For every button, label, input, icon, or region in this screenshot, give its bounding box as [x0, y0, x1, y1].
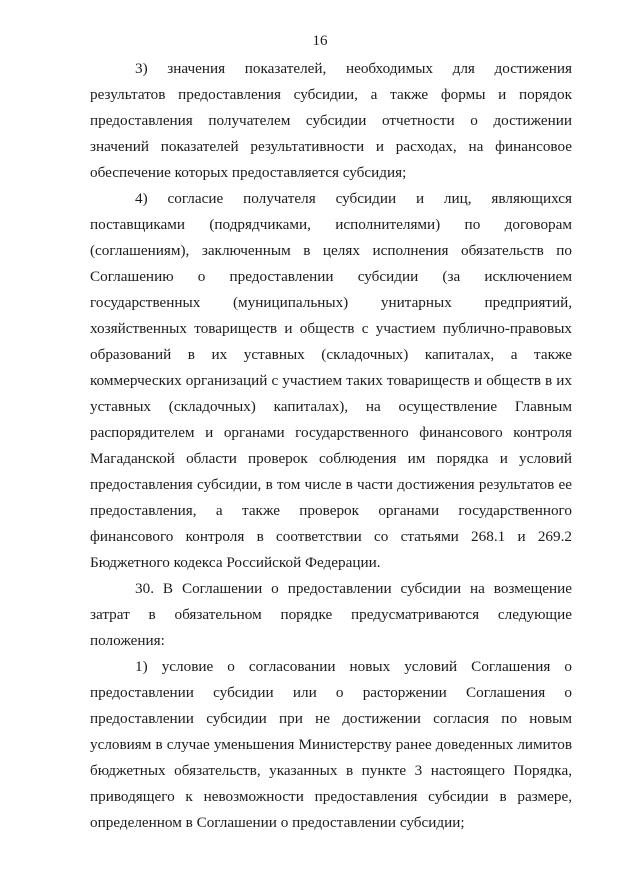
document-body	[90, 56, 572, 836]
paragraph-item-3: 3) значения показателей, необходимых для достижения результатов предоставления субсидии, а также формы и порядок предоставления получателем субсидии отчетности о достижении значений показателей результативности и расходах, на финансовое обеспечение которых предоставляется субсидия;	[90, 60, 572, 181]
paragraph-item-1: 1) условие о согласовании новых условий Соглашения о предоставлении субсидии или о расторжении Соглашения о предоставлении субсидии при не достижении согласия по новым условиям в случае уменьшения Министерству ранее доведенных лимитов бюджетных обязательств, указанных в пункте 3 настоящего Порядка, приводящего к невозможности предоставления субсидии в размере, определенном в Соглашении о предоставлении субсидии;	[90, 658, 572, 831]
paragraph-clause-30: 30. В Соглашении о предоставлении субсидии на возмещение затрат в обязательном порядке предусматриваются следующие положения:	[90, 580, 572, 649]
page-number: 16	[312, 33, 328, 49]
paragraph-item-4: 4) согласие получателя субсидии и лиц, являющихся поставщиками (подрядчиками, исполнителями) по договорам (соглашениям), заключенным в целях исполнения обязательств по Соглашению о предоставлении субсидии (за исключением государственных (муниципальных) унитарных предприятий, хозяйственных товариществ и обществ с участием публично-правовых образований в их уставных (складочных) капиталах, а также коммерческих организаций с участием таких товариществ и обществ в их уставных (складочных) капиталах), на осуществление Главным распорядителем и органами государственного финансового контроля Магаданской области проверок соблюдения им порядка и условий предоставления субсидии, в том числе в части достижения результатов ее предоставления, а также проверок органами государственного финансового контроля в соответствии со статьями 268.1 и 269.2 Бюджетного кодекса Российской Федерации.	[90, 190, 572, 571]
